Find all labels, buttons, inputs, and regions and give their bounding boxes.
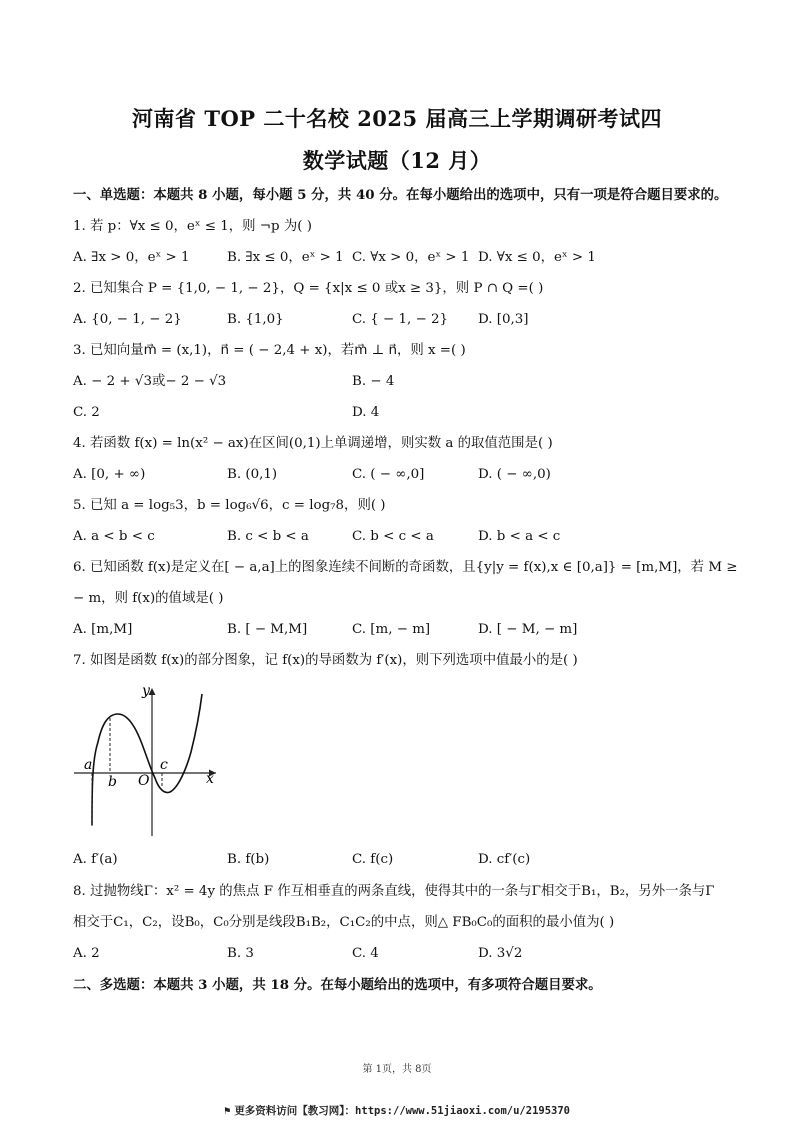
option-c: C. ( − ∞,0] <box>352 467 425 482</box>
page-number: 第 1页，共 8页 <box>362 1064 432 1075</box>
question-6-options <box>73 621 773 639</box>
label-a: a <box>84 757 93 773</box>
flag-icon: ⚑ <box>223 1105 231 1117</box>
option-b: B. [ − M,M] <box>227 622 308 637</box>
question-3-stem: 3. 已知向量m⃗ = (x,1)，n⃗ = ( − 2,4 + x)，若m⃗ ⊥ n⃗，则 x =( ) <box>73 343 466 358</box>
option-a: A. − 2 + √3或− 2 − √3 <box>73 374 227 389</box>
question-1-options <box>73 249 773 267</box>
question-6-stem-line1: 6. 已知函数 f(x)是定义在[ − a,a]上的图象连续不间断的奇函数，且{y|y = f(x),x ∈ [0,a]} = [m,M]，若 M ≥ <box>73 560 738 575</box>
option-b: B. ∃x ≤ 0，eˣ > 1 <box>227 250 344 265</box>
section-heading-single-choice: 一、单选题：本题共 8 小题，每小题 5 分，共 40 分。在每小题给出的选项中，只有一项是符合题目要求的。 <box>73 187 728 203</box>
option-d: D. 4 <box>352 405 380 420</box>
question-8-stem-line1: 8. 过抛物线Γ：x² = 4y 的焦点 F 作互相垂直的两条直线，使得其中的一条与Γ相交于B₁，B₂，另外一条与Γ <box>73 884 715 899</box>
option-b: B. (0,1) <box>227 467 278 482</box>
option-d: D. b < a < c <box>478 529 561 544</box>
option-d: D. [ − M, − m] <box>478 622 578 637</box>
option-d: D. ( − ∞,0) <box>478 467 551 482</box>
question-6-stem-line2: − m，则 f(x)的值域是( ) <box>73 591 224 606</box>
question-2-options <box>73 311 773 329</box>
question-3-options-row2 <box>73 404 773 422</box>
option-b: B. f(b) <box>227 852 270 867</box>
option-d: D. [0,3] <box>478 312 529 327</box>
option-a: A. 2 <box>73 946 100 961</box>
option-c: C. { − 1, − 2} <box>352 312 449 327</box>
option-b: B. {1,0} <box>227 312 284 327</box>
function-curve <box>92 694 202 825</box>
option-c: C. [m, − m] <box>352 622 431 637</box>
question-7-options <box>73 851 773 869</box>
question-4-options <box>73 466 773 484</box>
option-d: D. ∀x ≤ 0，eˣ > 1 <box>478 250 596 265</box>
label-x: x <box>206 771 214 787</box>
label-o: O <box>138 773 150 789</box>
option-c: C. ∀x > 0，eˣ > 1 <box>352 250 470 265</box>
option-a: A. [m,M] <box>73 622 133 637</box>
option-a: A. a < b < c <box>73 529 155 544</box>
option-b: B. 3 <box>227 946 254 961</box>
question-2-stem: 2. 已知集合 P = {1,0, − 1, − 2}，Q = {x|x ≤ 0 或x ≥ 3}，则 P ∩ Q =( ) <box>73 281 544 296</box>
option-c: C. b < c < a <box>352 529 434 544</box>
option-a: A. f′(a) <box>73 852 118 867</box>
footer-link-row[interactable] <box>0 1103 794 1118</box>
option-c: C. 2 <box>73 405 100 420</box>
exam-title: 河南省 TOP 二十名校 2025 届高三上学期调研考试四 <box>132 106 662 131</box>
question-8-options <box>73 945 773 963</box>
question-5-stem: 5. 已知 a = log₅3，b = log₆√6，c = log₇8，则( ) <box>73 498 386 513</box>
label-y: y <box>142 683 150 699</box>
question-4-stem: 4. 若函数 f(x) = ln(x² − ax)在区间(0,1)上单调递增，则实数 a 的取值范围是( ) <box>73 436 553 451</box>
section-heading-multiple-choice: 二、多选题：本题共 3 小题，共 18 分。在每小题给出的选项中，有多项符合题目要求。 <box>73 977 602 993</box>
question-5-options <box>73 528 773 546</box>
option-c: C. f(c) <box>352 852 394 867</box>
exam-subtitle: 数学试题（12 月） <box>302 148 492 173</box>
option-d: D. 3√2 <box>478 946 523 961</box>
question-3-options-row1 <box>73 373 773 391</box>
option-a: A. ∃x > 0，eˣ > 1 <box>73 250 190 265</box>
question-8-stem-line2: 相交于C₁，C₂，设B₀，C₀分别是线段B₁B₂，C₁C₂的中点，则△ FB₀C₀的面积的最小值为( ) <box>73 915 615 930</box>
question-1-stem: 1. 若 p：∀x ≤ 0，eˣ ≤ 1，则 ¬p 为( ) <box>73 219 312 234</box>
option-b: B. c < b < a <box>227 529 309 544</box>
option-b: B. − 4 <box>352 374 395 389</box>
option-d: D. cf′(c) <box>478 852 531 867</box>
footer-link-text[interactable]: 更多资料访问【教习网】：https://www.51jiaoxi.com/u/2195370 <box>234 1105 570 1117</box>
option-a: A. [0, + ∞) <box>73 467 146 482</box>
label-c: c <box>160 757 168 773</box>
option-a: A. {0, − 1, − 2} <box>73 312 182 327</box>
question-7-stem: 7. 如图是函数 f(x)的部分图象，记 f(x)的导函数为 f′(x)，则下列选项中值最小的是( ) <box>73 653 578 668</box>
option-c: C. 4 <box>352 946 379 961</box>
function-graph-figure <box>70 680 230 840</box>
label-b: b <box>108 774 117 790</box>
